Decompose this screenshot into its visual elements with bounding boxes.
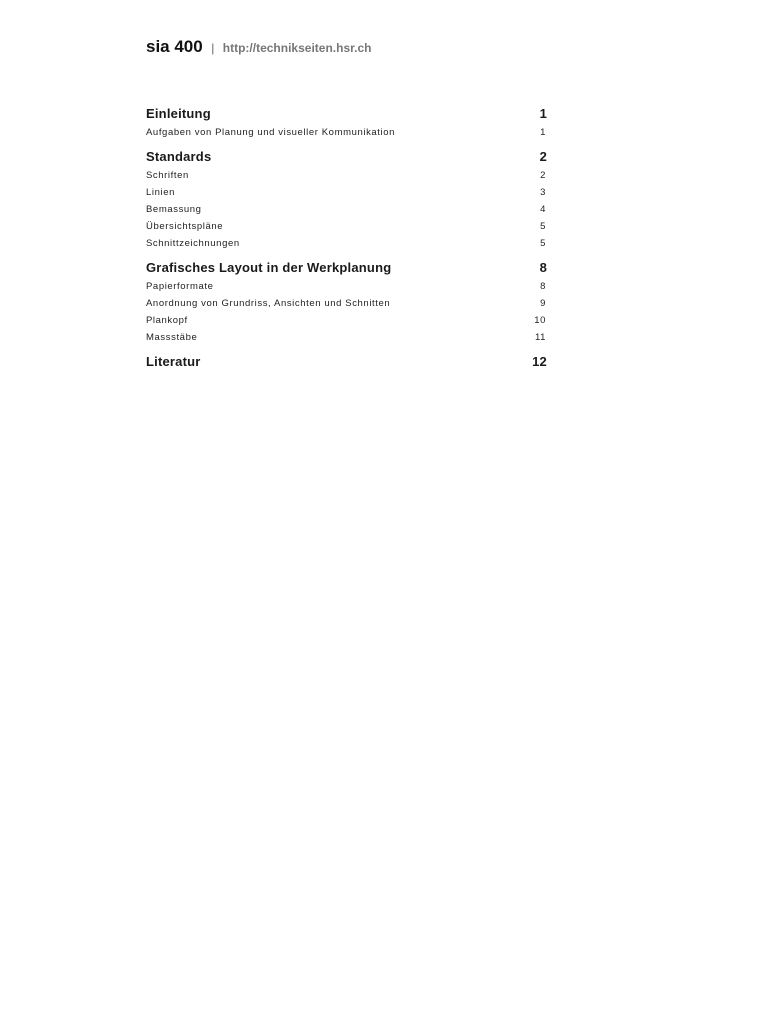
toc-heading[interactable]	[146, 258, 548, 278]
toc-heading-title: Literatur	[146, 354, 201, 369]
toc-item-page-number: 8	[540, 281, 546, 292]
toc-heading[interactable]	[146, 352, 548, 372]
toc-item-page-number: 5	[540, 238, 546, 249]
toc-item-title: Linien	[146, 187, 175, 198]
toc-item[interactable]	[146, 184, 548, 201]
toc-item[interactable]	[146, 312, 548, 329]
page-header	[146, 37, 371, 57]
toc-item-title: Übersichtspläne	[146, 221, 224, 232]
toc-item[interactable]	[146, 167, 548, 184]
toc-heading-page-number: 8	[539, 260, 547, 275]
toc-item-page-number: 2	[540, 170, 546, 181]
header-separator: |	[211, 41, 215, 55]
header-url: http://technikseiten.hsr.ch	[222, 41, 372, 55]
toc-item-title: Aufgaben von Planung und visueller Kommunikation	[146, 127, 396, 138]
toc-section	[146, 104, 548, 141]
toc-item-page-number: 3	[540, 187, 546, 198]
toc-item[interactable]	[146, 124, 548, 141]
toc-heading-page-number: 12	[532, 354, 547, 369]
table-of-contents	[146, 104, 548, 378]
toc-heading-title: Grafisches Layout in der Werkplanung	[146, 260, 392, 275]
toc-item-page-number: 4	[540, 204, 546, 215]
toc-heading-title: Einleitung	[146, 106, 211, 121]
toc-item[interactable]	[146, 201, 548, 218]
toc-item-page-number: 10	[534, 315, 546, 326]
toc-item[interactable]	[146, 329, 548, 346]
toc-section	[146, 352, 548, 372]
toc-item-page-number: 11	[534, 332, 546, 343]
toc-item-title: Schnittzeichnungen	[146, 238, 240, 249]
toc-heading[interactable]	[146, 147, 548, 167]
toc-item[interactable]	[146, 295, 548, 312]
toc-item-page-number: 1	[540, 127, 546, 138]
toc-item-title: Massstäbe	[146, 332, 198, 343]
toc-section	[146, 147, 548, 252]
toc-item-title: Schriften	[146, 170, 189, 181]
toc-item-title: Plankopf	[146, 315, 188, 326]
brand-title: sia 400	[146, 37, 203, 56]
toc-item-title: Papierformate	[146, 281, 214, 292]
toc-item[interactable]	[146, 235, 548, 252]
toc-heading[interactable]	[146, 104, 548, 124]
toc-item-page-number: 9	[540, 298, 546, 309]
toc-heading-page-number: 2	[539, 149, 547, 164]
toc-item-title: Bemassung	[146, 204, 202, 215]
toc-heading-title: Standards	[146, 149, 212, 164]
toc-section	[146, 258, 548, 346]
toc-item[interactable]	[146, 218, 548, 235]
toc-item[interactable]	[146, 278, 548, 295]
toc-item-title: Anordnung von Grundriss, Ansichten und Schnitten	[146, 298, 391, 309]
toc-item-page-number: 5	[540, 221, 546, 232]
toc-heading-page-number: 1	[539, 106, 547, 121]
